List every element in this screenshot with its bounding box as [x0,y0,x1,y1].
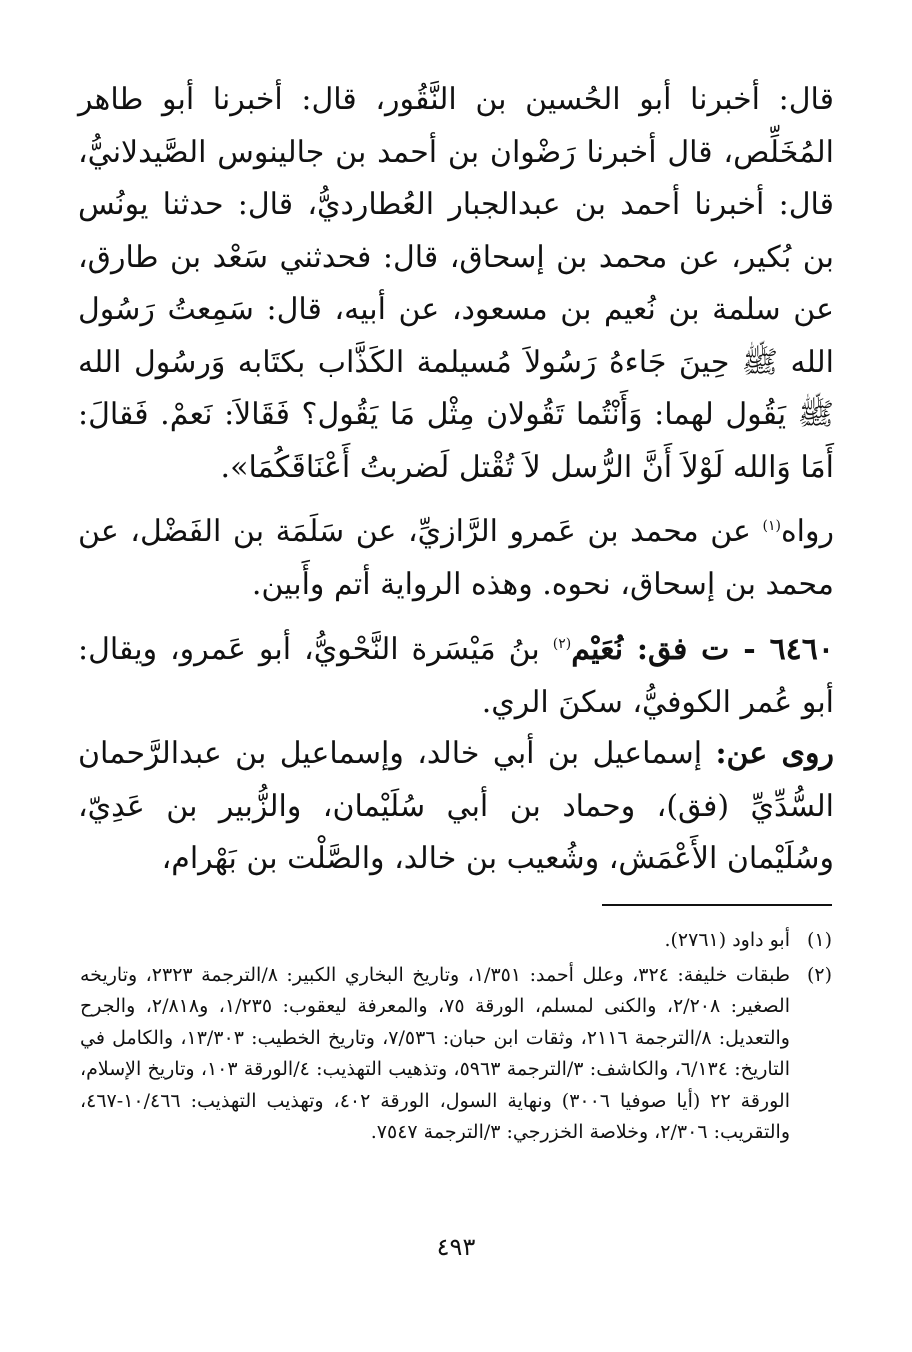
footnote-number: (١) [806,929,832,951]
narration-paragraph [78,500,834,605]
footnote-2 [80,960,832,1149]
footnote-1 [80,925,832,957]
entry-heading: ٦٤٦٠ - ت فق: نُعَيْم [571,632,835,667]
narrators-list: إسماعيل بن أبي خالد، وإسماعيل بن عبدالرَّحمان السُّدِّيِّ (فق)، وحماد بن أبي سُلَيْمان، والزُّبير بن عَدِيّ، وسُلَيْمان الأَعْمَش، وشُعيب بن خالد، والصَّلْت بن بَهْرام، [78,736,834,876]
main-text [78,74,834,886]
narration-text: عن محمد بن عَمرو الرَّازيِّ، عن سَلَمَة بن الفَضْل، عن محمد بن إسحاق، نحوه. وهذه الرواية أتم وأَبين. [78,514,834,602]
entry-text: بنُ مَيْسَرة النَّحْويُّ، أبو عَمرو، ويقال: أبو عُمر الكوفيُّ، سكنَ الري. [78,632,834,720]
footnote-ref-1[interactable]: (١) [762,518,781,534]
footnotes [80,925,832,1152]
footnote-ref-2[interactable]: (٢) [552,636,572,652]
page-number: ٤٩٣ [436,1233,476,1261]
footnote-divider [602,904,832,906]
narration-lead: رواه [780,514,834,549]
narrated-from-label: روى عن: [715,736,834,771]
narrators-paragraph [78,728,834,886]
hadith-paragraph: قال: أخبرنا أبو الحُسين بن النَّقُور، قال: أخبرنا أبو طاهر المُخَلِّص، قال أخبرنا رَضْوان بن أحمد بن جالينوس الصَّيدلانيُّ، قال: أخبرنا أحمد بن عبدالجبار العُطارديُّ، قال: حدثنا يونُس بن بُكير، عن محمد بن إسحاق، قال: فحدثني سَعْد بن طارق، عن سلمة بن نُعيم بن مسعود، عن أبيه، قال: سَمِعتُ رَسُول الله ﷺ حِينَ جَاءهُ رَسُولاَ مُسيلمة الكَذَّاب بكتَابه وَرسُول الله ﷺ يَقُول لهما: وَأَنْتُما تَقُولان مِثْل مَا يَقُول؟ فَقَالاَ: نَعمْ. فَقالَ: أَمَا وَالله لَوْلاَ أَنَّ الرُّسل لاَ تُقْتل لَضربتُ أَعْنَاقَكُمَا». [78,82,834,485]
footnote-text: أبو داود (٢٧٦١). [664,929,790,951]
footnote-text: طبقات خليفة: ٣٢٤، وعلل أحمد: ١/٣٥١، وتاريخ البخاري الكبير: ٨/الترجمة ٢٣٢٣، وتاريخه الصغير: ٢/٢٠٨، والكنى لمسلم، الورقة ٧٥، والمعرفة ليعقوب: ١/٢٣٥، و٢/٨١٨، والجرح والتعديل: ٨/الترجمة ٢١١٦، وثقات ابن حبان: ٧/٥٣٦، وتاريخ الخطيب: ١٣/٣٠٣، والكامل في التاريخ: ٦/١٣٤، والكاشف: ٣/الترجمة ٥٩٦٣، وتذهيب التهذيب: ٤/الورقة ١٠٣، وتاريخ الإسلام، الورقة ٢٢ (أيا صوفيا ٣٠٠٦) ونهاية السول، الورقة ٤٠٢، وتهذيب التهذيب: ١٠/٤٦٦-٤٦٧، والتقريب: ٢/٣٠٦، وخلاصة الخزرجي: ٣/الترجمة ٧٥٤٧. [80,963,790,1143]
footnote-number: (٢) [806,963,832,986]
biography-entry [78,618,834,723]
